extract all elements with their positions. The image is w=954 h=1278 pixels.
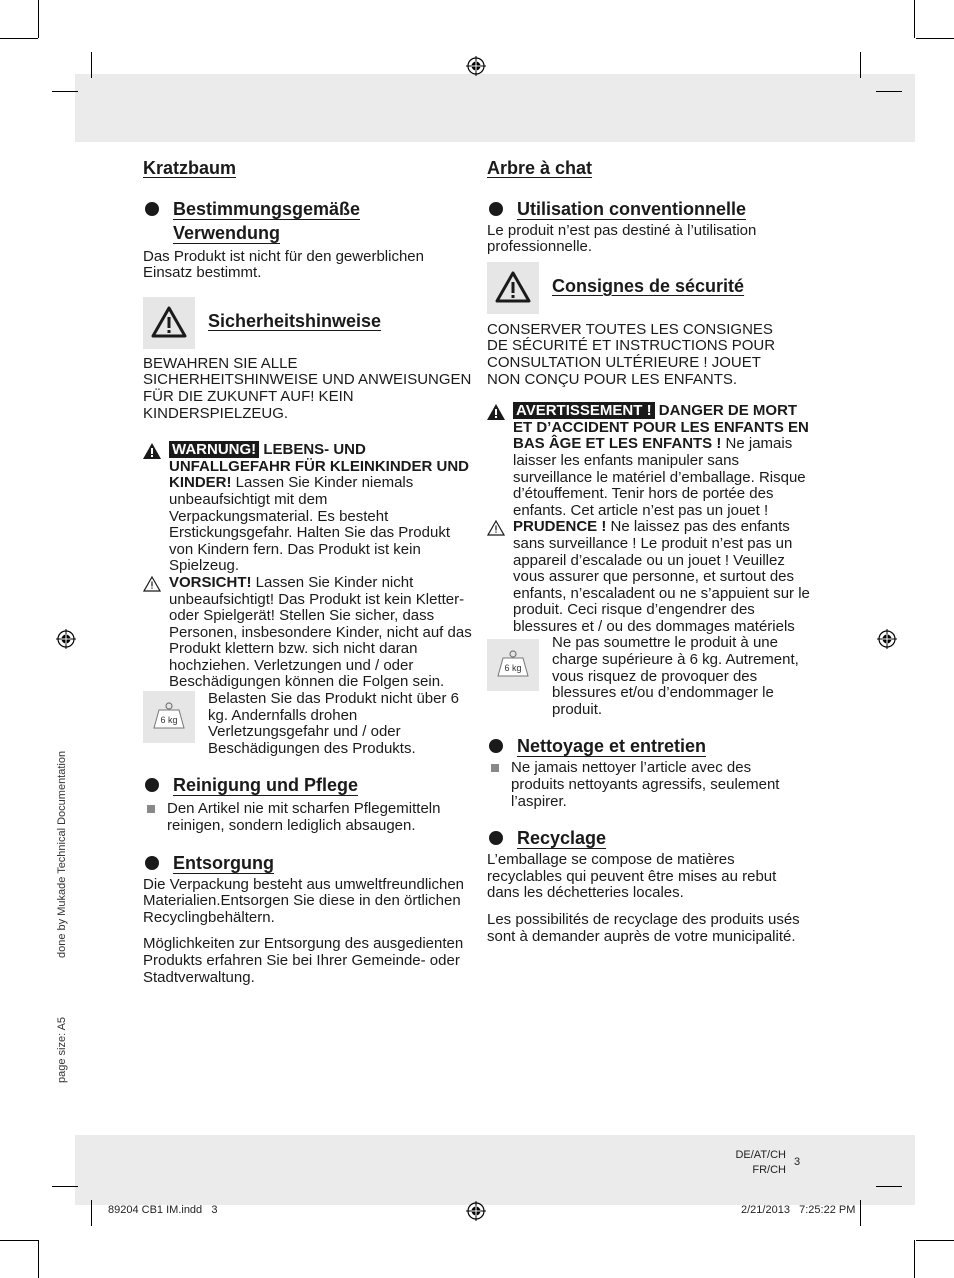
bullet-icon	[145, 778, 159, 792]
footer-region: DE/AT/CH FR/CH	[735, 1149, 786, 1176]
page-title-de: Kratzbaum	[143, 158, 237, 178]
use-text-de: Das Produkt ist nicht für den gewerblichen Einsatz bestimmt.	[143, 247, 424, 282]
warning-block-fr: AVERTISSEMENT ! DANGER DE MORT ET D’ACCIDENT POUR LES ENFANTS EN BAS ÂGE ET LES ENFANTS ! Ne jamais laisser les enfants manipuler sans surveillance le matériel d’emballage. Risque d’étouffement. Tenir hors de portée des enfants. Cet article n’est pas un jouet !	[487, 403, 817, 519]
svg-text:6 kg: 6 kg	[504, 663, 522, 674]
warning-badge: AVERTISSEMENT !	[513, 402, 655, 419]
safety-text-de: BEWAHREN SIE ALLE SICHERHEITSHINWEISE UND ANWEISUNGEN FÜR DIE ZUKUNFT AUF! KEIN KINDERSPIELZEUG.	[143, 354, 472, 422]
crop-mark	[876, 91, 902, 92]
care-item-fr: Ne jamais nettoyer l’article avec des produits nettoyants agressifs, seulement l’aspirer.	[487, 760, 796, 810]
crop-mark	[52, 1186, 78, 1187]
heading-use-de: Bestimmungsgemäße Verwendung	[143, 197, 473, 245]
crop-mark	[52, 91, 78, 92]
weight-icon	[143, 691, 195, 743]
crop-mark	[91, 1200, 92, 1226]
use-text-fr: Le produit n’est pas destiné à l’utilisation professionnelle.	[487, 221, 757, 256]
bullet-icon	[489, 831, 503, 845]
header-band	[75, 74, 915, 142]
disposal-text2-de: Möglichkeiten zur Entsorgung des ausgedienten Produkts erfahren Sie bei Ihrer Gemeinde- oder Stadtverwaltung.	[143, 935, 464, 986]
footer-timestamp: 2/21/2013 7:25:22 PM	[741, 1204, 856, 1216]
column-fr	[487, 160, 817, 945]
load-block-de: 6 kg Belasten Sie das Produkt nicht über 6 kg. Andernfalls drohen Verletzungsgefahr und / oder Beschädigungen des Produkts.	[143, 691, 473, 757]
bullet-icon	[489, 202, 503, 216]
page-title-fr: Arbre à chat	[487, 158, 593, 178]
bullet-icon	[145, 202, 159, 216]
bullet-icon	[489, 739, 503, 753]
crop-mark	[91, 52, 92, 78]
crop-mark	[914, 0, 915, 38]
registration-mark-icon	[466, 56, 486, 76]
heading-safety-de: Sicherheitshinweise	[208, 310, 382, 331]
warning-box-icon	[487, 262, 539, 314]
side-page-size: page size: A5	[56, 1016, 68, 1083]
caution-outline-icon	[143, 576, 161, 592]
square-bullet-icon	[147, 805, 155, 813]
heading-recycle-fr: Recyclage	[487, 826, 817, 850]
safety-text-fr: CONSERVER TOUTES LES CONSIGNES DE SÉCURITÉ ET INSTRUCTIONS POUR CONSULTATION ULTÉRIEURE ! JOUET NON CONÇU POUR LES ENFANTS.	[487, 320, 776, 388]
heading-safety-fr: Consignes de sécurité	[552, 275, 745, 296]
caution-block-fr: PRUDENCE ! Ne laissez pas des enfants sans surveillance ! Le produit n’est pas un appareil d’escalade ou un jouet ! Veuillez vous assurer que personne, et surtout des enfants, n’escaladent ou ne s’appuient sur le produit. Ceci risque d’engendrer des blessures et / ou des dommages matériels	[487, 519, 817, 635]
safety-header-fr	[487, 262, 817, 316]
crop-mark	[876, 1186, 902, 1187]
svg-text:6 kg: 6 kg	[160, 715, 178, 726]
safety-header-de	[143, 297, 473, 351]
crop-mark	[916, 38, 954, 39]
crop-mark	[38, 0, 39, 38]
heading-care-fr: Nettoyage et entretien	[487, 734, 817, 758]
crop-mark	[914, 1240, 915, 1278]
footer-file: 89204 CB1 IM.indd 3	[108, 1204, 218, 1216]
registration-mark-icon	[56, 629, 76, 649]
crop-mark	[860, 1200, 861, 1226]
side-credit: done by Mukade Technical Documentation	[56, 750, 68, 958]
caution-outline-icon	[487, 520, 505, 536]
registration-mark-icon	[466, 1201, 486, 1221]
load-block-fr: 6 kg Ne pas soumettre le produit à une charge supérieure à 6 kg. Autrement, vous risquez de provoquer des blessures et/ou d’endommager le produit.	[487, 635, 817, 718]
warning-badge: WARNUNG!	[169, 441, 259, 458]
crop-mark	[0, 38, 38, 39]
heading-disposal-de: Entsorgung	[143, 851, 473, 875]
square-bullet-icon	[491, 764, 499, 772]
care-item-de: Den Artikel nie mit scharfen Pflegemitteln reinigen, sondern lediglich absaugen.	[143, 801, 473, 834]
crop-mark	[916, 1240, 954, 1241]
bullet-icon	[145, 856, 159, 870]
recycle-text1-fr: L’emballage se compose de matières recyclables qui peuvent être mises au rebut dans les déchetteries locales.	[487, 851, 777, 902]
warning-box-icon	[143, 297, 195, 349]
warning-block-de: WARNUNG! LEBENS- UND UNFALLGEFAHR FÜR KLEINKINDER UND KINDER! Lassen Sie Kinder niemals unbeaufsichtigt mit dem Verpackungsmaterial. Es besteht Erstickungsgefahr. Halten Sie das Produkt von Kindern fern. Das Produkt ist kein Spielzeug.	[143, 442, 473, 575]
crop-mark	[860, 52, 861, 78]
caution-block-de: VORSICHT! Lassen Sie Kinder nicht unbeaufsichtigt! Das Produkt ist kein Kletter- oder Spielgerät! Stellen Sie sicher, dass Personen, insbesondere Kinder, nicht auf das Produkt klettern bzw. sich nicht daran hochziehen. Verletzungen und / oder Beschädigungen können die Folgen sein.	[143, 575, 473, 691]
recycle-text2-fr: Les possibilités de recyclage des produits usés sont à demander auprès de votre municipalité.	[487, 911, 800, 945]
footer-band	[75, 1135, 915, 1205]
disposal-text1-de: Die Verpackung besteht aus umweltfreundlichen Materialien.Entsorgen Sie diese in den örtlichen Recyclingbehältern.	[143, 875, 465, 926]
page-number: 3	[794, 1156, 801, 1168]
column-de	[143, 160, 473, 986]
heading-care-de: Reinigung und Pflege	[143, 773, 473, 797]
warning-filled-icon	[143, 443, 161, 459]
heading-use-fr: Utilisation conventionnelle	[487, 197, 817, 221]
weight-icon	[487, 639, 539, 691]
warning-filled-icon	[487, 404, 505, 420]
crop-mark	[0, 1240, 38, 1241]
registration-mark-icon	[877, 629, 897, 649]
crop-mark	[38, 1240, 39, 1278]
